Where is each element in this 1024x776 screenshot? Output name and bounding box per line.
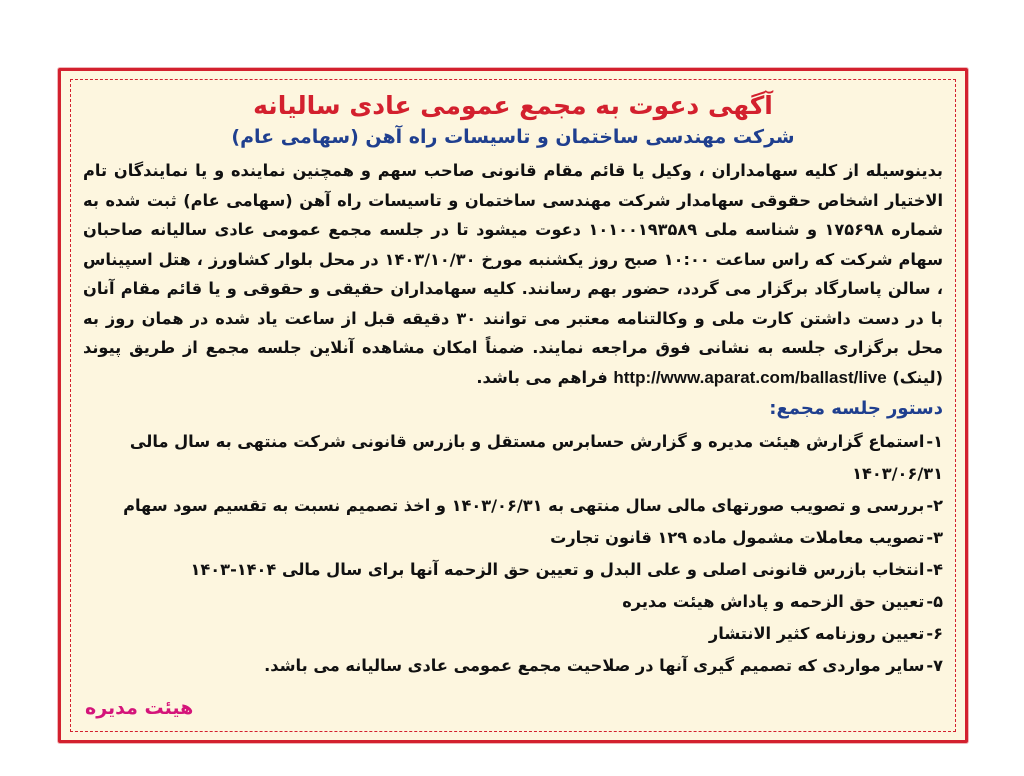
agenda-item-text: تصویب معاملات مشمول ماده ۱۲۹ قانون تجارت (550, 528, 925, 547)
agenda-item-number: ۶- (926, 624, 943, 643)
notice-frame (58, 68, 968, 743)
agenda-item-number: ۲- (926, 496, 943, 515)
agenda-item-number: ۱- (926, 432, 943, 451)
agenda-title: دستور جلسه مجمع: (769, 398, 943, 419)
notice-title: آگهی دعوت به مجمع عمومی عادی سالیانه (253, 91, 773, 120)
company-name: شرکت مهندسی ساختمان و تاسیسات راه آهن (سهامی عام) (231, 126, 795, 148)
agenda-item (83, 650, 943, 682)
agenda-item-number: ۷- (926, 656, 943, 675)
invitation-paragraph (83, 156, 943, 392)
agenda-item-number: ۴- (926, 560, 943, 579)
agenda-item (83, 586, 943, 618)
agenda-item-text: تعیین روزنامه کثیر الانتشار (708, 624, 925, 643)
agenda-item (83, 426, 943, 490)
agenda-item-text: استماع گزارش هیئت مدیره و گزارش حسابرس مستقل و بازرس قانونی شرکت منتهی به سال مالی ۱۴۰۳/۰۶/۳۱ (129, 432, 943, 483)
agenda-item-number: ۳- (926, 528, 943, 547)
notice-inner (70, 79, 956, 732)
agenda-list (83, 426, 943, 682)
live-stream-link[interactable]: http://www.aparat.com/ballast/live (613, 367, 887, 387)
agenda-item (83, 554, 943, 586)
agenda-item-text: تعیین حق الزحمه و پاداش هیئت مدیره (622, 592, 925, 611)
invitation-text: بدینوسیله از کلیه سهامداران ، وکیل یا قائم مقام قانونی صاحب سهم و همچنین نماینده و یا نمایندگان تام الاختیار اشخاص حقوقی سهامدار شرکت مهندسی ساختمان و تاسیسات راه آهن (سهامی عام) ثبت شده به شماره ۱۷۵۶۹۸ و شناسه ملی ۱۰۱۰۰۱۹۳۵۸۹ دعوت میشود تا در جلسه مجمع عمومی عادی سالیانه صاحبان سهام شرکت که راس ساعت ۱۰:۰۰ صبح روز یکشنبه مورخ ۱۴۰۳/۱۰/۳۰ در محل بلوار کشاورز ، هتل اسپیناس ، سالن پاسارگاد برگزار می گردد، حضور بهم رسانند. کلیه سهامداران حقیقی و حقوقی و یا قائم مقام آنان با در دست داشتن کارت ملی و وکالتنامه معتبر می توانند ۳۰ دقیقه قبل از ساعت یاد شده در همان روز به محل برگزاری جلسه به نشانی فوق مراجعه نمایند. ضمناً امکان مشاهده آنلاین جلسه مجمع از طریق پیوند (لینک) (83, 161, 944, 387)
agenda-item (83, 490, 943, 522)
agenda-item (83, 522, 943, 554)
board-signature: هیئت مدیره (85, 697, 194, 719)
agenda-item-number: ۵- (926, 592, 943, 611)
agenda-item (83, 618, 943, 650)
agenda-item-text: سایر مواردی که تصمیم گیری آنها در صلاحیت مجمع عمومی عادی سالیانه می باشد. (264, 656, 925, 675)
invitation-text-end: فراهم می باشد. (476, 367, 608, 387)
agenda-item-text: انتخاب بازرس قانونی اصلی و علی البدل و تعیین حق الزحمه آنها برای سال مالی ۱۴۰۴-۱۴۰۳ (190, 560, 925, 579)
agenda-item-text: بررسی و تصویب صورتهای مالی سال منتهی به ۱۴۰۳/۰۶/۳۱ و اخذ تصمیم نسبت به تقسیم سود سهام (123, 496, 925, 515)
